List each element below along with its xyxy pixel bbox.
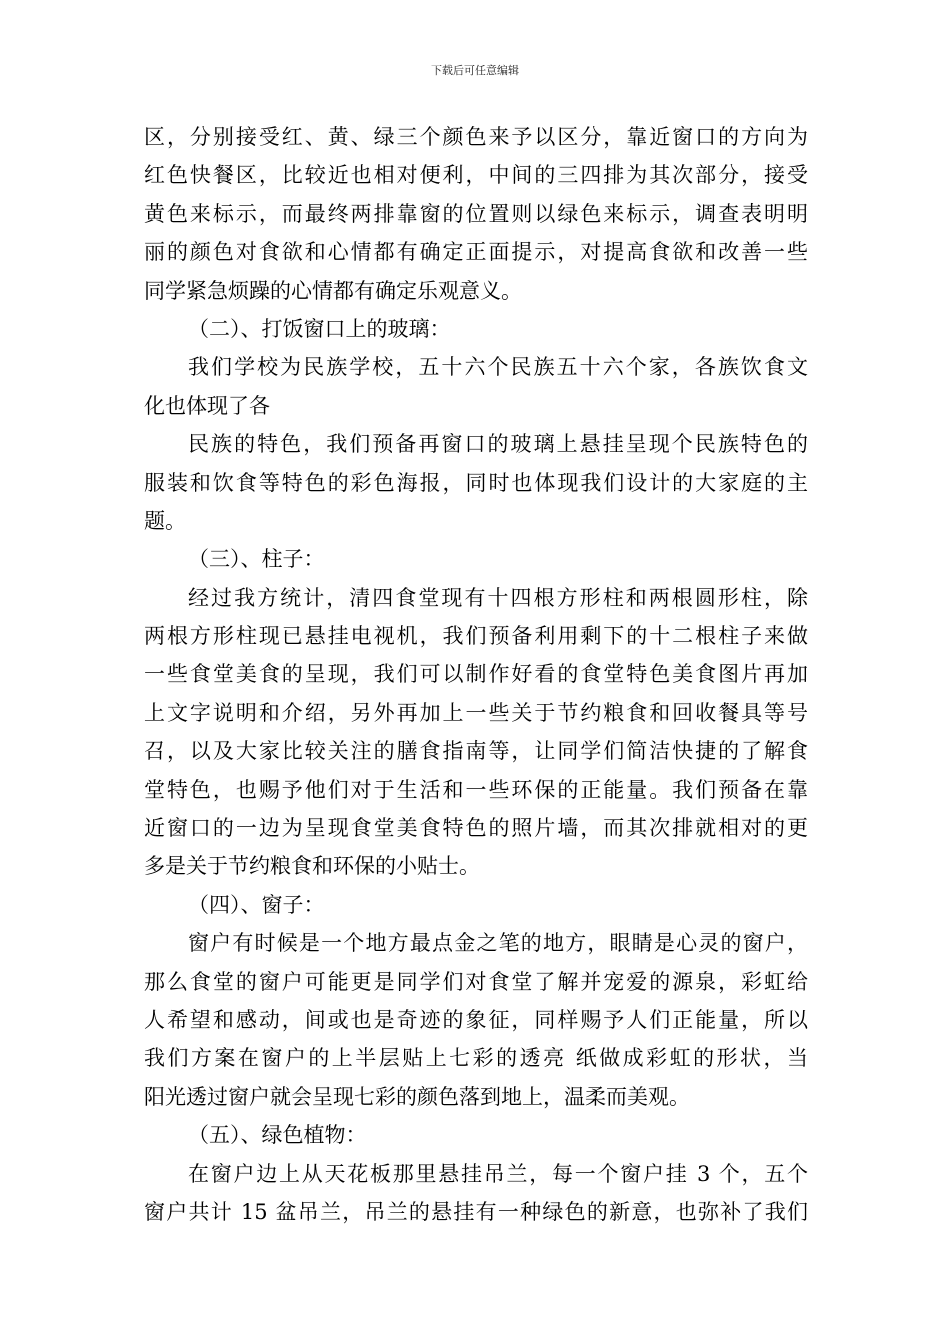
paragraph-line: 近窗口的一边为呈现食堂美食特色的照片墙，而其次排就相对的更 — [144, 816, 808, 841]
section-heading: （三）、柱子： — [188, 547, 325, 572]
paragraph-line: 窗户共计 15 盆吊兰，吊兰的悬挂有一种绿色的新意，也弥补了我们 — [144, 1199, 808, 1224]
paragraph-line: 民族的特色，我们预备再窗口的玻璃上悬挂呈现个民族特色的 — [188, 432, 808, 457]
paragraph-line: 一些食堂美食的呈现，我们可以制作好看的食堂特色美食图片再加 — [144, 662, 808, 687]
paragraph-line: 那么食堂的窗户可能更是同学们对食堂了解并宠爱的源泉，彩虹给 — [144, 969, 808, 994]
paragraph-line: 两根方形柱现已悬挂电视机，我们预备利用剩下的十二根柱子来做 — [144, 624, 808, 649]
paragraph-line: 窗户有时候是一个地方最点金之笔的地方，眼睛是心灵的窗户， — [188, 931, 808, 956]
section-heading: （二）、打饭窗口上的玻璃： — [188, 316, 451, 341]
paragraph-line: 红色快餐区，比较近也相对便利，中间的三四排为其次部分，接受 — [144, 163, 808, 188]
paragraph-line: 我们学校为民族学校，五十六个民族五十六个家，各族饮食文 — [188, 355, 808, 380]
paragraph-line: 多是关于节约粮食和环保的小贴士。 — [144, 854, 480, 879]
paragraph-line: 堂特色，也赐予他们对于生活和一些环保的正能量。我们预备在靠 — [144, 777, 808, 802]
paragraph-line: 化也体现了各 — [144, 393, 270, 418]
paragraph-line: 题。 — [144, 508, 186, 533]
section-heading: （四）、窗子： — [188, 892, 325, 917]
paragraph-line: 阳光透过窗户就会呈现七彩的颜色落到地上，温柔而美观。 — [144, 1084, 690, 1109]
paragraph-line: 我们方案在窗户的上半层贴上七彩的透亮 纸做成彩虹的形状，当 — [144, 1046, 808, 1071]
paragraph-line: 人希望和感动，间或也是奇迹的象征，同样赐予人们正能量，所以 — [144, 1007, 808, 1032]
paragraph-line: 丽的颜色对食欲和心情都有确定正面提示，对提高食欲和改善一些 — [144, 240, 808, 265]
paragraph-line: 同学紧急烦躁的心情都有确定乐观意义。 — [144, 278, 522, 303]
section-heading: （五）、绿色植物： — [188, 1123, 367, 1148]
paragraph-line: 召，以及大家比较关注的膳食指南等，让同学们简洁快捷的了解食 — [144, 739, 808, 764]
paragraph-line: 黄色来标示，而最终两排靠窗的位置则以绿色来标示，调查表明明 — [144, 201, 808, 226]
paragraph-line: 经过我方统计，清四食堂现有十四根方形柱和两根圆形柱，除 — [188, 585, 808, 610]
document-body — [144, 118, 808, 1231]
paragraph-line: 上文字说明和介绍，另外再加上一些关于节约粮食和回收餐具等号 — [144, 700, 808, 725]
paragraph-line: 区，分别接受红、黄、绿三个颜色来予以区分，靠近窗口的方向为 — [144, 125, 808, 149]
paragraph-line: 在窗户边上从天花板那里悬挂吊兰，每一个窗户挂 3 个，五个 — [188, 1161, 808, 1186]
paragraph-line: 服装和饮食等特色的彩色海报，同时也体现我们设计的大家庭的主 — [144, 470, 808, 495]
page-header: 下载后可任意编辑 — [431, 64, 519, 77]
